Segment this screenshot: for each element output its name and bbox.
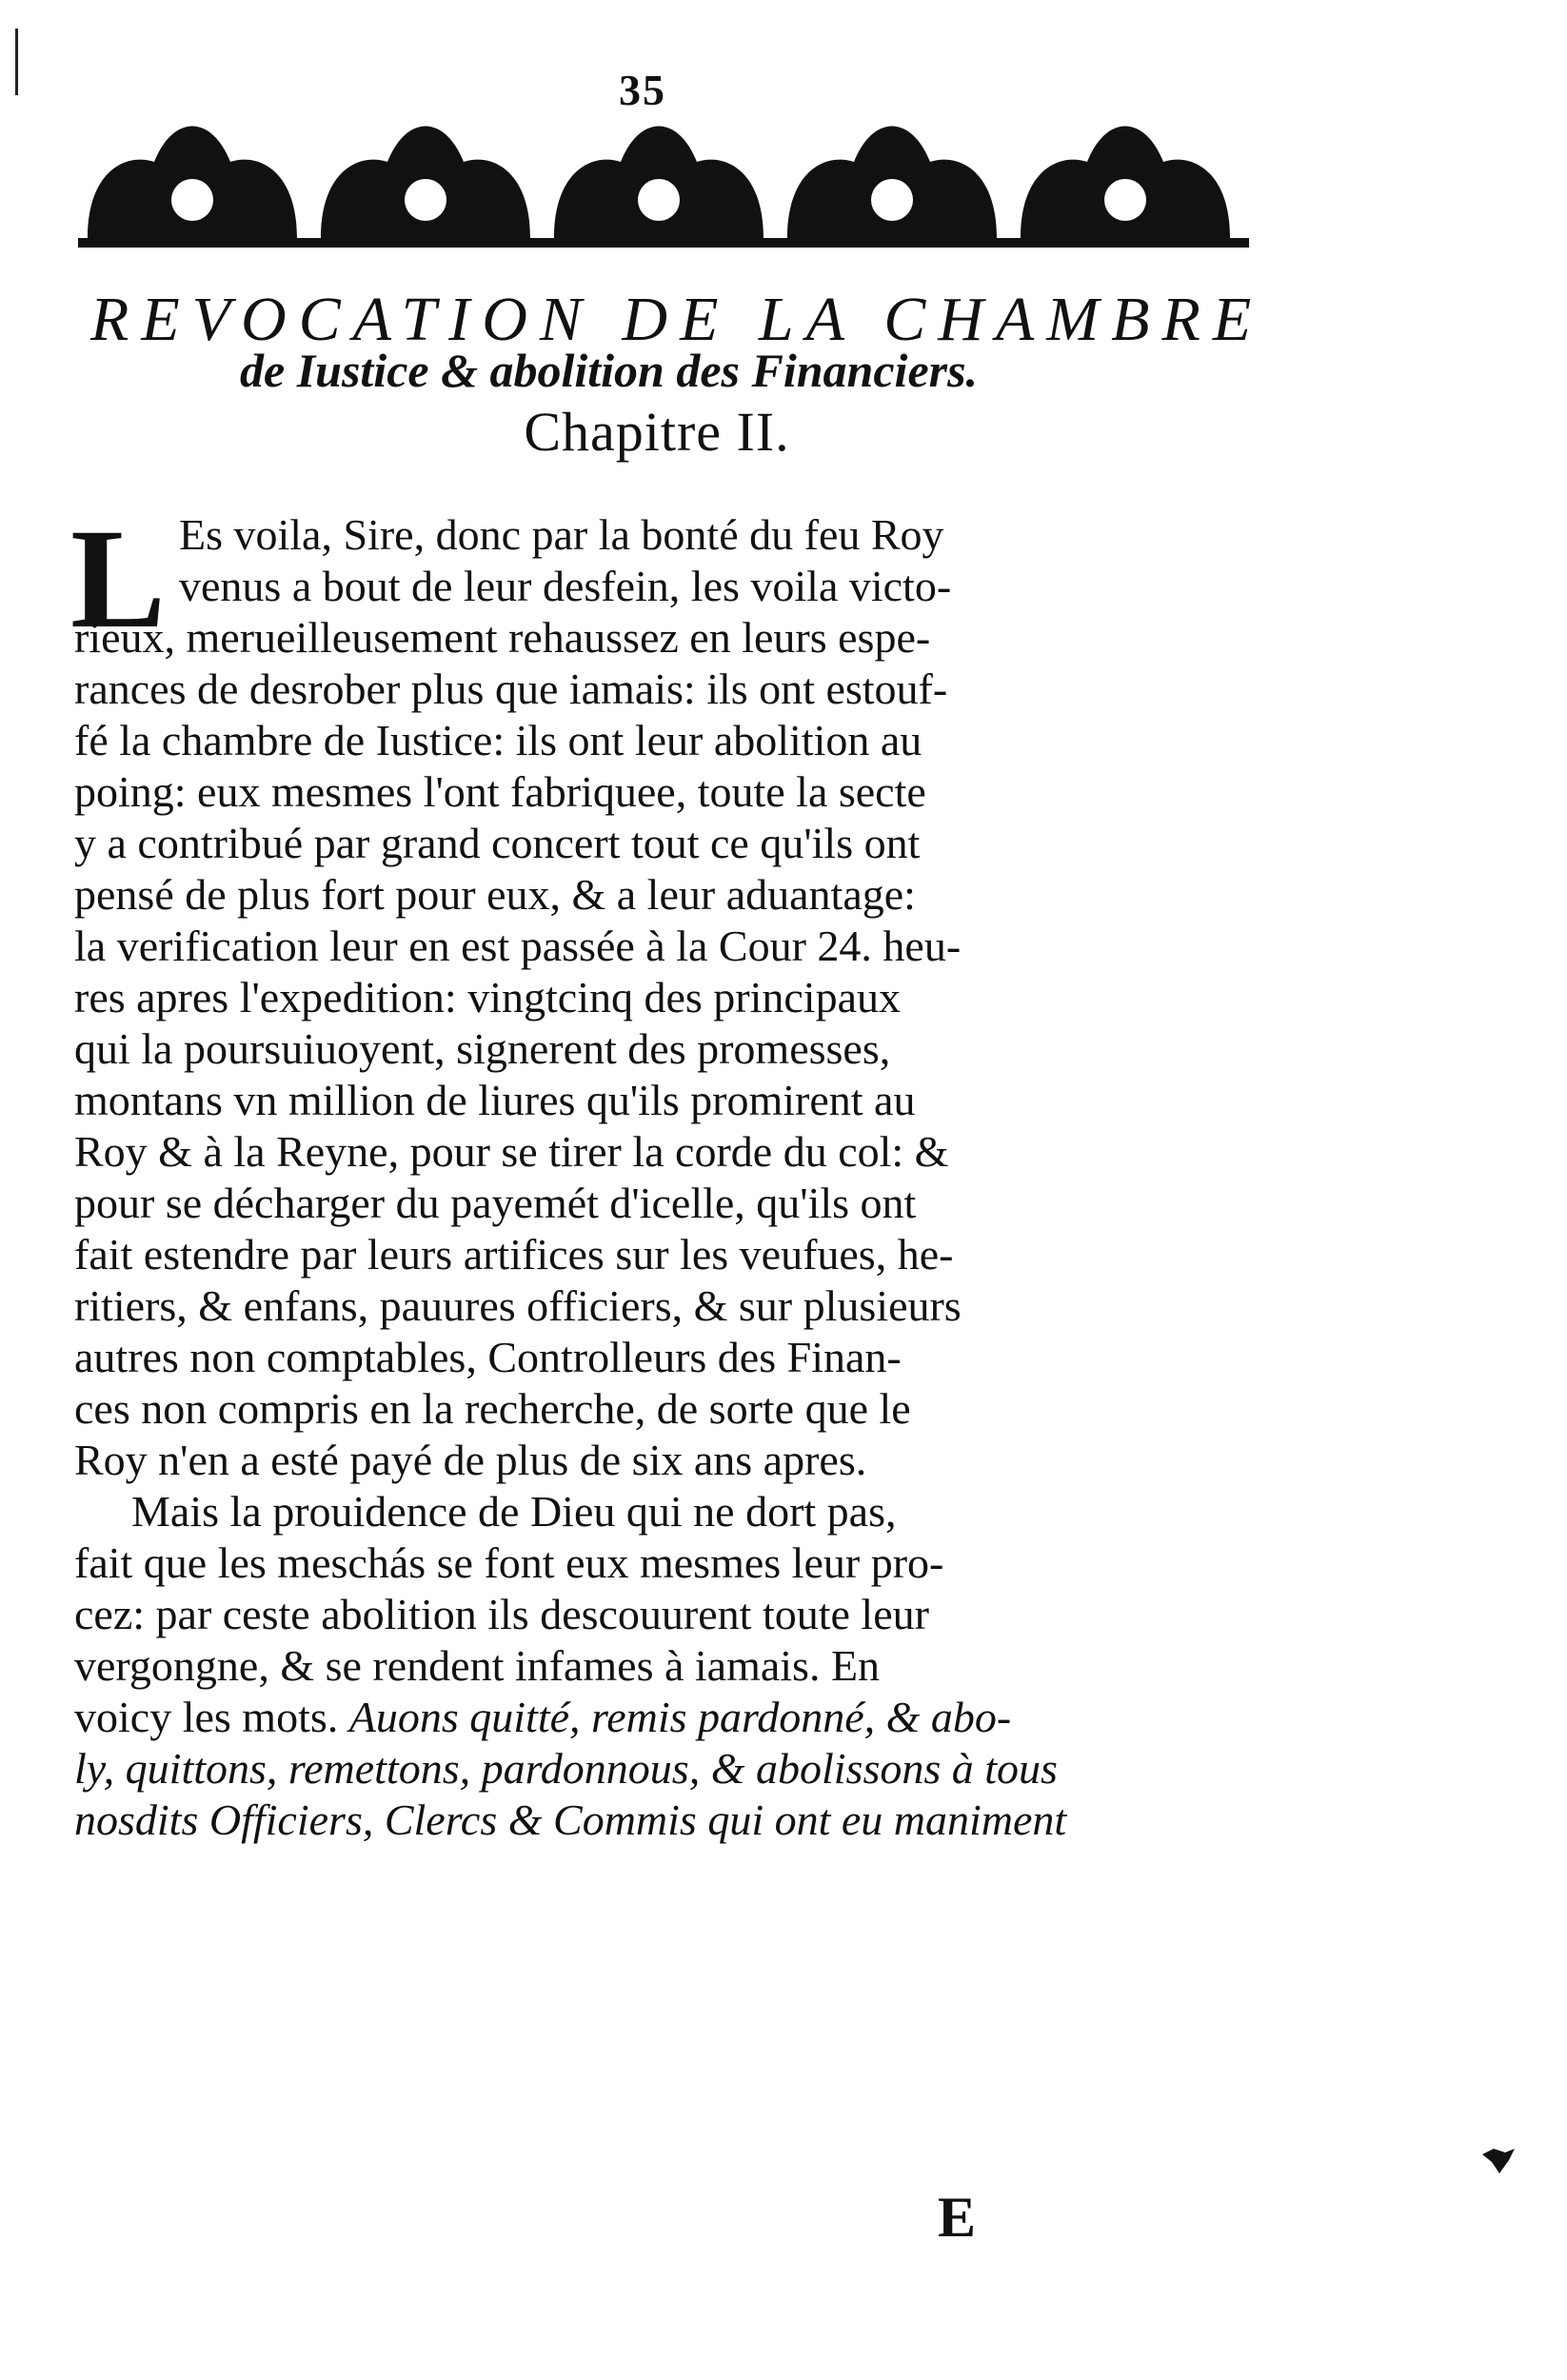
ornament-rosette [405,179,446,221]
body-line: venus a bout de leur desfein, les voila victo- [179,562,952,610]
chapter-title-line2: de Iustice & abolition des Financiers. [240,344,979,397]
body-line: qui la poursuiuoyent, signerent des promesses, [74,1024,891,1073]
body-line-text: voicy les mots. [74,1693,339,1741]
ornament-headpiece [78,95,1249,265]
page-number: 35 [619,66,666,114]
body-line: Es voila, Sire, donc par la bonté du feu Roy [179,510,944,559]
drop-cap: L [70,500,167,658]
body-text [70,500,1226,1846]
page-edge-speckle [1544,2047,1559,2370]
body-line: y a contribué par grand concert tout ce qu'ils ont [74,819,921,867]
body-line: rances de desrober plus que iamais: ils ont estouf- [74,664,948,713]
body-line: ritiers, & enfans, pauures officiers, & sur plusieurs [74,1281,962,1330]
body-line: la verification leur en est passée à la Cour 24. heu- [74,922,962,970]
ink-blot [1480,2147,1517,2175]
body-line: ces non compris en la recherche, de sorte que le [74,1384,911,1433]
body-line: pour se décharger du payemét d'icelle, qu'ils ont [74,1179,917,1227]
body-line: montans vn million de liures qu'ils promirent au [74,1076,916,1124]
italic-quote-line: nosdits Officiers, Clercs & Commis qui ont eu maniment [74,1795,1067,1844]
ornament-rosette [171,179,213,221]
body-line: Roy & à la Reyne, pour se tirer la corde du col: & [74,1127,949,1176]
ornament-rosette [1104,179,1146,221]
chapter-heading: Chapitre II. [524,401,790,463]
ornament-motifs [88,127,1230,239]
body-line: Mais la prouidence de Dieu qui ne dort pas, [131,1487,897,1536]
italic-quote-start: Auons quitté, remis pardonné, & abo- [348,1693,1012,1741]
body-line: res apres l'expedition: vingtcinq des principaux [74,973,902,1021]
body-line: fé la chambre de Iustice: ils ont leur abolition au [74,716,922,764]
body-line: Roy n'en a esté payé de plus de six ans apres. [74,1436,867,1484]
text-lines [74,509,1226,1846]
signature-mark: E [938,2186,977,2249]
body-line: autres non comptables, Controlleurs des Finan- [74,1333,902,1381]
chapter-title-line1: REVOCATION DE LA CHAMBRE [90,285,1264,354]
body-line: pensé de plus fort pour eux, & a leur aduantage: [74,870,916,919]
body-line [74,1692,1226,1743]
body-line: poing: eux mesmes l'ont fabriquee, toute la secte [74,767,926,816]
body-line: rieux, merueilleusement rehaussez en leurs espe- [74,613,931,662]
ornament-rosette [638,179,680,221]
body-line: cez: par ceste abolition ils descouurent toute leur [74,1590,929,1638]
page-edge-line [15,29,18,95]
body-line: fait estendre par leurs artifices sur les veufues, he- [74,1230,954,1279]
italic-quote-line: ly, quittons, remettons, pardonnous, & abolissons à tous [74,1744,1058,1793]
ornament-rosette [871,179,913,221]
body-line: vergongne, & se rendent infames à iamais. En [74,1641,881,1690]
body-line: fait que les meschás se font eux mesmes leur pro- [74,1538,944,1587]
